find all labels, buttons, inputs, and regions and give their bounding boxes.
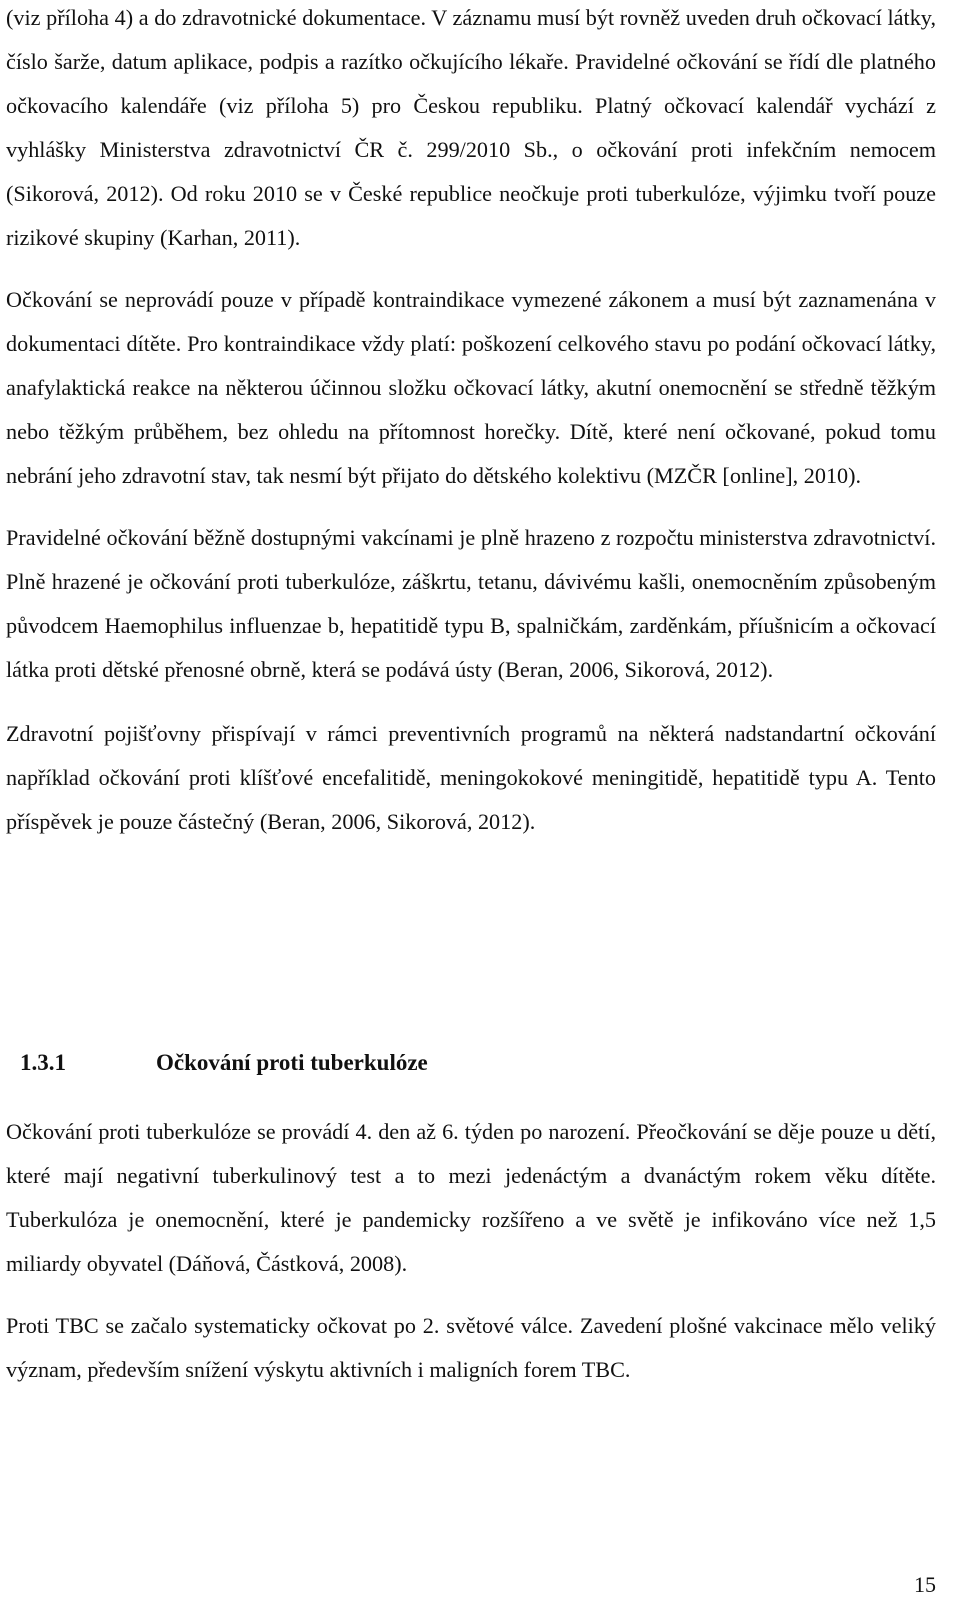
paragraph-vaccination-record: (viz příloha 4) a do zdravotnické dokumentace. V záznamu musí být rovněž uveden druh očkovací látky, číslo šarže, datum aplikace, podpis a razítko očkujícího lékaře. Pravidelné očkování se řídí dle platného očkovacího kalendáře (viz příloha 5) pro Českou republiku. Platný očkovací kalendář vychází z vyhlášky Ministerstva zdravotnictví ČR č. 299/2010 Sb., o očkování proti infekčním nemocem (Sikorová, 2012). Od roku 2010 se v České republice neočkuje proti tuberkulóze, výjimku tvoří pouze rizikové skupiny (Karhan, 2011).: [6, 5, 936, 250]
paragraph-funding: Pravidelné očkování běžně dostupnými vakcínami je plně hrazeno z rozpočtu ministerstva zdravotnictví. Plně hrazené je očkování proti tuberkulóze, záškrtu, tetanu, dávivému kašli, onemocněním způsobeným původcem Haemophilus influenzae b, hepatitidě typu B, spalničkám, zarděnkám, příušnicím a očkovací látka proti dětské přenosné obrně, která se podává ústy (Beran, 2006, Sikorová, 2012).: [6, 525, 936, 682]
paragraph-contraindications: Očkování se neprovádí pouze v případě kontraindikace vymezené zákonem a musí být zaznamenána v dokumentaci dítěte. Pro kontraindikace vždy platí: poškození celkového stavu po podání očkovací látky, anafylaktická reakce na některou účinnou složku očkovací látky, akutní onemocnění se středně těžkým nebo těžkým průběhem, bez ohledu na přítomnost horečky. Dítě, které není očkované, pokud tomu nebrání jeho zdravotní stav, tak nesmí být přijato do dětského kolektivu (MZČR [online], 2010).: [6, 287, 936, 488]
page-number: 15: [914, 1572, 936, 1597]
document-page: [6, 0, 936, 844]
section-title: Očkování proti tuberkulóze: [156, 1050, 428, 1075]
paragraph-tb-vaccination: Očkování proti tuberkulóze se provádí 4. den až 6. týden po narození. Přeočkování se děje pouze u dětí, které mají negativní tuberkulinový test a to mezi jedenáctým a dvanáctým rokem věku dítěte. Tuberkulóza je onemocnění, které je pandemicky rozšířeno a ve světě je infikováno více než 1,5 miliardy obyvatel (Dáňová, Částková, 2008).: [6, 1119, 936, 1276]
section-heading: [6, 1041, 936, 1085]
paragraph-tb-history: Proti TBC se začalo systematicky očkovat po 2. světové válce. Zavedení plošné vakcinace mělo veliký význam, především snížení výskytu aktivních i maligních forem TBC.: [6, 1313, 936, 1382]
paragraph-insurance: Zdravotní pojišťovny přispívají v rámci preventivních programů na některá nadstandartní očkování například očkování proti klíšťové encefalitidě, meningokokové meningitidě, hepatitidě typu A. Tento příspěvek je pouze částečný (Beran, 2006, Sikorová, 2012).: [6, 721, 936, 834]
section-number: 1.3.1: [20, 1050, 66, 1075]
section-body: [6, 1110, 936, 1392]
